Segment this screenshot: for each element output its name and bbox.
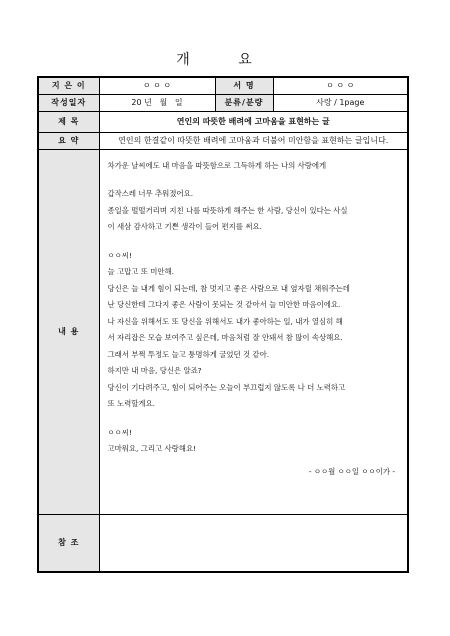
category-value: 사랑 / 1page [273, 94, 408, 111]
content-line: 종일을 떨떨거리며 지친 나를 따뜻하게 해주는 한 사람, 당신이 있다는 사실 [107, 205, 348, 215]
content-line: 하지만 내 마음, 당신은 알죠? [107, 366, 202, 375]
date-value: 20 년 월 일 [99, 94, 215, 111]
subject-label: 제 목 [38, 111, 99, 132]
content-line: 갑작스레 너무 추워졌어요. [107, 189, 194, 198]
content-line: 그래서 부쩍 투정도 늘고 퉁명하게 굴었던 것 같아. [107, 349, 270, 359]
signature-label: 서 명 [215, 77, 273, 94]
content-line: ㅇㅇ씨! [107, 427, 132, 437]
author-row [38, 77, 408, 94]
date-row [38, 94, 408, 111]
content-sign: - ㅇㅇ월 ㅇㅇ일 ㅇㅇ이가 - [308, 466, 395, 476]
content-line: 난 당신한테 그다지 좋은 사람이 못되는 것 같아서 늘 미안한 마음이에요. [107, 300, 341, 309]
content-line: 서 자리잡은 모습 보여주고 싶은데, 마음처럼 잘 안돼서 참 많이 속상해요. [107, 333, 343, 342]
content-line: 이 새삼 감사하고 기쁜 생각이 들어 편지를 써요. [107, 222, 262, 231]
content-lines [108, 158, 400, 458]
summary-label: 요 약 [38, 132, 99, 149]
content-line: 늘 고맙고 또 미안해. [107, 267, 175, 276]
content-line: 차가운 날씨에도 내 마음을 따뜻함으로 그득하게 하는 나의 사랑에게 [107, 160, 327, 170]
content-spacer [108, 236, 400, 248]
content-label: 내 용 [38, 149, 99, 514]
subject-row [38, 111, 408, 132]
page-title: 개 요 [176, 52, 274, 68]
document-table [37, 76, 409, 573]
content-row [38, 149, 408, 514]
content-spacer [108, 174, 400, 186]
date-label: 작성일자 [38, 94, 99, 111]
content-line: ㅇㅇ씨! [107, 250, 132, 260]
summary-value: 연인의 한결같이 따뜻한 배려에 고마움과 더불어 미안함을 표현하는 글입니다. [99, 132, 408, 149]
content-line: 고마워요, 그리고 사랑해요! [107, 444, 197, 453]
reference-value [99, 514, 408, 572]
author-label: 지 은 이 [38, 77, 99, 94]
reference-label: 참 조 [38, 514, 99, 572]
content-line: 당신은 늘 내게 힘이 되는데, 참 멋지고 좋은 사람으로 내 옆자릴 채워주는데 [107, 283, 350, 293]
content-line: 당신이 기다려주고, 힘이 되어주는 오늘이 부끄럽지 않도록 나 더 노력하고 [107, 382, 346, 392]
reference-row [38, 514, 408, 572]
category-label: 분류/분량 [215, 94, 273, 111]
content-line: 또 노력할게요. [107, 399, 156, 408]
signature-value: ㅇ ㅇ ㅇ [273, 77, 408, 94]
content-body [99, 149, 408, 514]
content-spacer [108, 413, 400, 425]
content-line: 나 자신을 위해서도 또 당신을 위해서도 내가 좋아하는 일, 내가 열심히 해 [107, 316, 343, 326]
subject-value: 연인의 따뜻한 배려에 고마움을 표현하는 글 [99, 111, 408, 132]
author-value: ㅇ ㅇ ㅇ [99, 77, 215, 94]
summary-row [38, 132, 408, 149]
